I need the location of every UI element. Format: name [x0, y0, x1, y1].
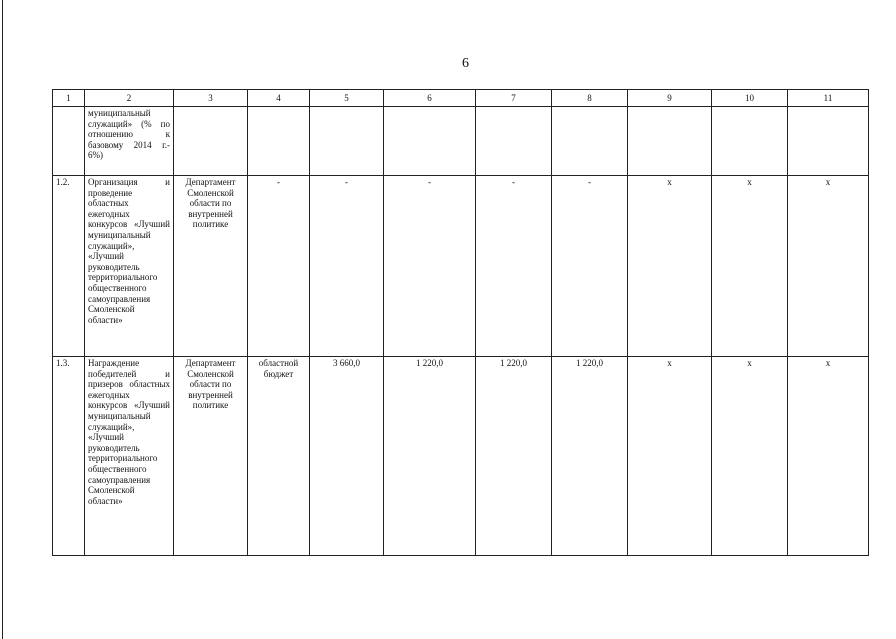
- row-executor: [174, 107, 248, 176]
- row-value-8: -: [552, 176, 628, 357]
- row-description: Организация и проведение областных ежегодных конкурсов «Лучший муниципальный служащий», «Лучший руководитель территориального общественного самоуправления Смоленской области»: [85, 176, 174, 357]
- row-value-11: х: [788, 357, 869, 556]
- row-funding-source: областной бюджет: [248, 357, 310, 556]
- page-number: 6: [462, 56, 469, 71]
- row-value-6: [384, 107, 476, 176]
- row-value-11: х: [788, 176, 869, 357]
- program-table: [52, 89, 869, 556]
- col-header-3: 3: [174, 90, 248, 107]
- row-number: 1.2.: [53, 176, 85, 357]
- row-value-5: 3 660,0: [310, 357, 384, 556]
- column-number-row: [53, 90, 869, 107]
- row-value-5: [310, 107, 384, 176]
- page-left-edge-line: [2, 0, 3, 639]
- row-value-7: 1 220,0: [476, 357, 552, 556]
- row-value-6: -: [384, 176, 476, 357]
- row-value-7: [476, 107, 552, 176]
- col-header-7: 7: [476, 90, 552, 107]
- row-executor: Департамент Смоленской области по внутренней политике: [174, 176, 248, 357]
- row-value-6: 1 220,0: [384, 357, 476, 556]
- col-header-6: 6: [384, 90, 476, 107]
- table-row: [53, 107, 869, 176]
- row-value-10: [712, 107, 788, 176]
- row-number: 1.3.: [53, 357, 85, 556]
- col-header-10: 10: [712, 90, 788, 107]
- col-header-1: 1: [53, 90, 85, 107]
- row-value-10: х: [712, 176, 788, 357]
- row-value-9: х: [628, 357, 712, 556]
- row-description: Награждение победителей и призеров областных ежегодных конкурсов «Лучший муниципальный служащий», «Лучший руководитель территориального общественного самоуправления Смоленской области»: [85, 357, 174, 556]
- table-row: [53, 357, 869, 556]
- row-value-9: х: [628, 176, 712, 357]
- row-value-9: [628, 107, 712, 176]
- row-description: муниципальный служащий» (% по отношению к базовому 2014 г.- 6%): [85, 107, 174, 176]
- row-number: [53, 107, 85, 176]
- col-header-11: 11: [788, 90, 869, 107]
- col-header-2: 2: [85, 90, 174, 107]
- col-header-5: 5: [310, 90, 384, 107]
- col-header-8: 8: [552, 90, 628, 107]
- row-value-8: [552, 107, 628, 176]
- row-value-10: х: [712, 357, 788, 556]
- row-executor: Департамент Смоленской области по внутренней политике: [174, 357, 248, 556]
- row-funding-source: -: [248, 176, 310, 357]
- col-header-9: 9: [628, 90, 712, 107]
- col-header-4: 4: [248, 90, 310, 107]
- row-value-5: -: [310, 176, 384, 357]
- row-value-7: -: [476, 176, 552, 357]
- table-row: [53, 176, 869, 357]
- row-value-11: [788, 107, 869, 176]
- row-funding-source: [248, 107, 310, 176]
- row-value-8: 1 220,0: [552, 357, 628, 556]
